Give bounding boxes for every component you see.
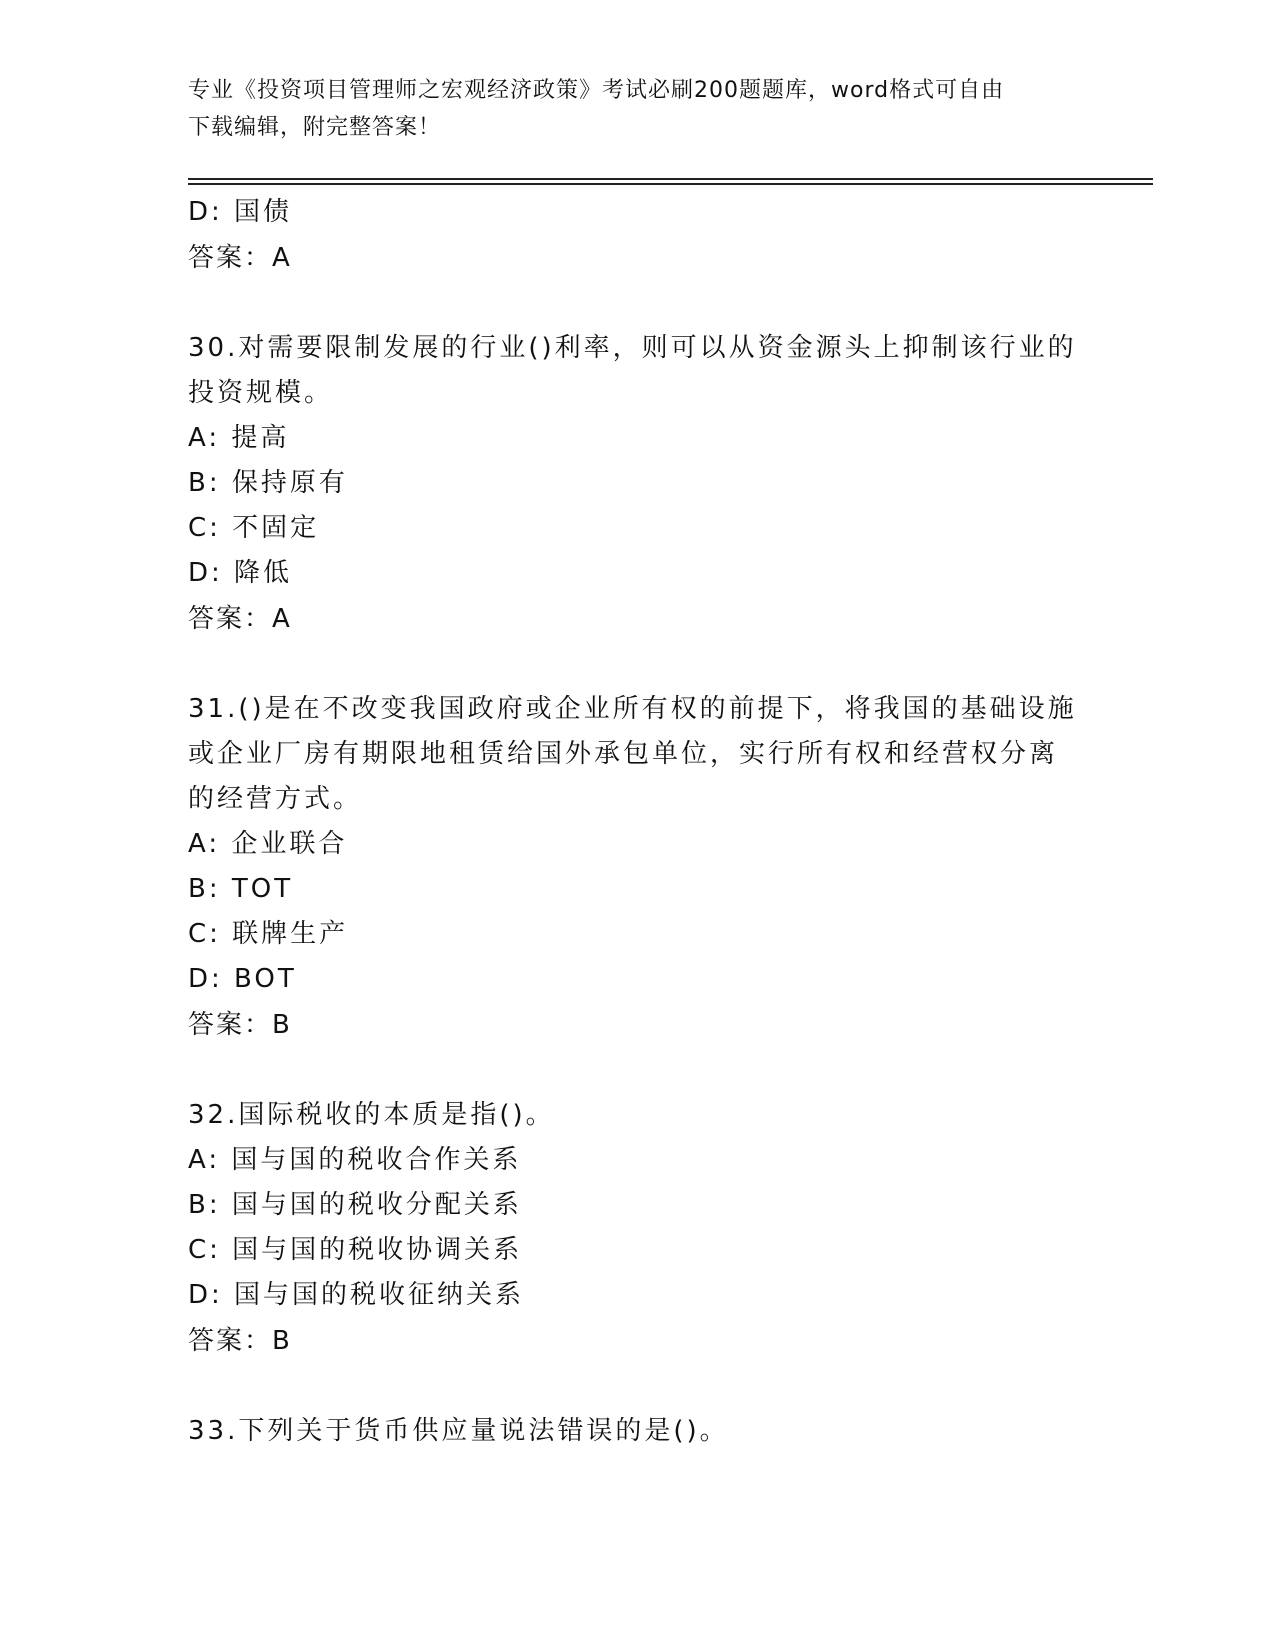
question-stem: 投资规模。: [188, 378, 334, 408]
question-31: [188, 687, 1088, 1048]
spacer: [188, 1364, 1088, 1409]
option-d: D: 降低: [188, 558, 293, 588]
question-stem: 32.国际税收的本质是指()。: [188, 1100, 555, 1130]
question-33: [188, 1409, 1088, 1454]
spacer: [188, 1048, 1088, 1093]
option-d: D: 国与国的税收征纳关系: [188, 1280, 525, 1310]
question-list: [188, 190, 1088, 1454]
answer-line: 答案：B: [188, 1326, 292, 1356]
answer-line: 答案：A: [188, 243, 292, 273]
question-30: [188, 326, 1088, 642]
question-32: [188, 1093, 1088, 1364]
question-stem: 31.()是在不改变我国政府或企业所有权的前提下，将我国的基础设施: [188, 694, 1077, 724]
option-a: A: 提高: [188, 423, 290, 453]
option-a: A: 国与国的税收合作关系: [188, 1145, 522, 1175]
option-c: C: 国与国的税收协调关系: [188, 1235, 523, 1265]
option-d: D: BOT: [188, 964, 297, 994]
question-stem: 30.对需要限制发展的行业()利率，则可以从资金源头上抑制该行业的: [188, 333, 1077, 363]
header-line-1: 专业《投资项目管理师之宏观经济政策》考试必刷200题题库，word格式可自由: [188, 78, 1005, 103]
header-divider-bottom: [188, 183, 1153, 185]
spacer: [188, 642, 1088, 687]
question-stem: 33.下列关于货币供应量说法错误的是()。: [188, 1416, 729, 1446]
question-stem: 的经营方式。: [188, 784, 363, 814]
answer-line: 答案：A: [188, 604, 292, 634]
option-b: B: TOT: [188, 874, 294, 904]
question-29-tail: [188, 190, 1088, 281]
option-c: C: 不固定: [188, 513, 320, 543]
option-d: D: 国债: [188, 197, 293, 227]
question-stem: 或企业厂房有期限地租赁给国外承包单位，实行所有权和经营权分离: [188, 739, 1059, 769]
spacer: [188, 281, 1088, 326]
answer-line: 答案：B: [188, 1010, 292, 1040]
header-divider-top: [188, 178, 1153, 180]
page-header: [188, 72, 1068, 146]
option-a: A: 企业联合: [188, 829, 348, 859]
header-line-2: 下载编辑，附完整答案！: [188, 115, 442, 140]
option-b: B: 保持原有: [188, 468, 348, 498]
option-c: C: 联牌生产: [188, 919, 349, 949]
option-b: B: 国与国的税收分配关系: [188, 1190, 522, 1220]
